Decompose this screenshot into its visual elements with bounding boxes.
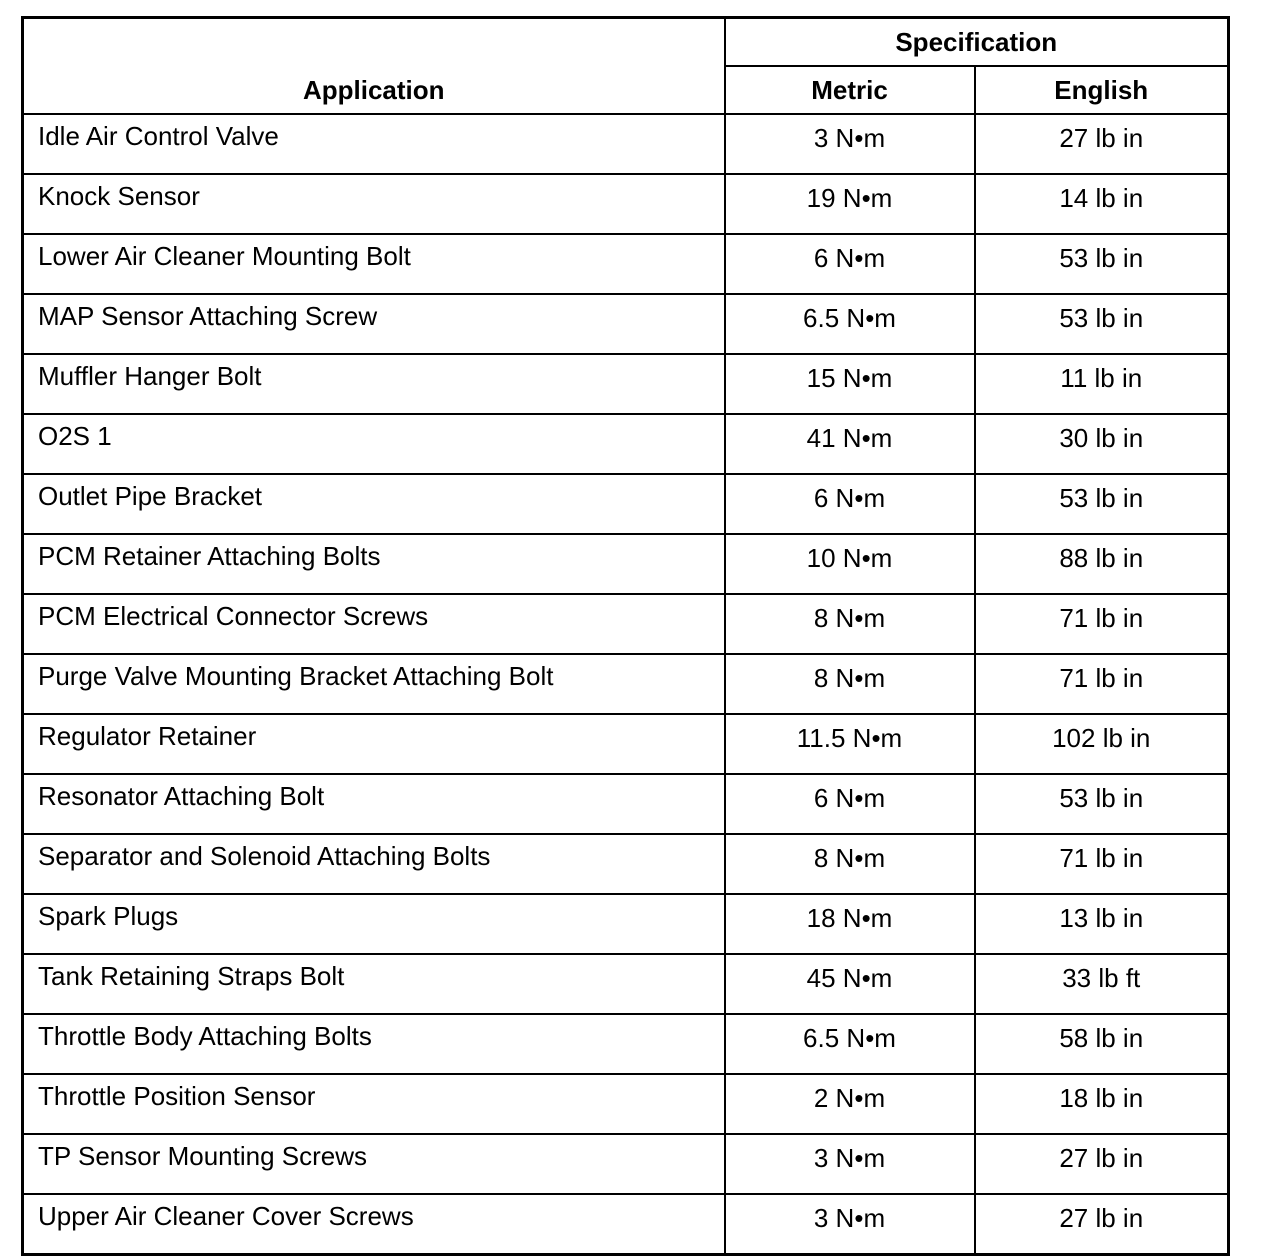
application-cell: Muffler Hanger Bolt [23,354,725,414]
english-value-cell: 53 lb in [975,474,1229,534]
metric-value-cell: 8 N•m [725,834,975,894]
application-cell: Throttle Body Attaching Bolts [23,1014,725,1074]
application-cell: Spark Plugs [23,894,725,954]
english-value-cell: 102 lb in [975,714,1229,774]
english-value-cell: 58 lb in [975,1014,1229,1074]
table-row [23,354,1229,414]
metric-value-cell: 15 N•m [725,354,975,414]
application-cell: Regulator Retainer [23,714,725,774]
metric-column-header: Metric [725,66,975,114]
application-cell: Idle Air Control Valve [23,114,725,174]
metric-value-cell: 19 N•m [725,174,975,234]
application-cell: Separator and Solenoid Attaching Bolts [23,834,725,894]
english-value-cell: 30 lb in [975,414,1229,474]
english-value-cell: 27 lb in [975,1194,1229,1255]
english-value-cell: 18 lb in [975,1074,1229,1134]
metric-value-cell: 45 N•m [725,954,975,1014]
table-row [23,414,1229,474]
application-cell: Resonator Attaching Bolt [23,774,725,834]
application-cell: TP Sensor Mounting Screws [23,1134,725,1194]
application-cell: Purge Valve Mounting Bracket Attaching Bolt [23,654,725,714]
table-header [23,18,1229,115]
table-row [23,1194,1229,1255]
application-cell: Outlet Pipe Bracket [23,474,725,534]
header-row-top [23,18,1229,67]
application-cell: O2S 1 [23,414,725,474]
application-cell: Knock Sensor [23,174,725,234]
table-row [23,1134,1229,1194]
table-body [23,114,1229,1255]
table-row [23,1074,1229,1134]
table-row [23,774,1229,834]
english-value-cell: 14 lb in [975,174,1229,234]
table-row [23,594,1229,654]
english-value-cell: 53 lb in [975,774,1229,834]
table-row [23,894,1229,954]
english-value-cell: 27 lb in [975,1134,1229,1194]
english-value-cell: 13 lb in [975,894,1229,954]
metric-value-cell: 10 N•m [725,534,975,594]
metric-value-cell: 41 N•m [725,414,975,474]
table-row [23,234,1229,294]
table-row [23,474,1229,534]
english-value-cell: 53 lb in [975,294,1229,354]
application-cell: PCM Retainer Attaching Bolts [23,534,725,594]
table-row [23,954,1229,1014]
application-cell: Lower Air Cleaner Mounting Bolt [23,234,725,294]
metric-value-cell: 3 N•m [725,114,975,174]
metric-value-cell: 6.5 N•m [725,294,975,354]
metric-value-cell: 11.5 N•m [725,714,975,774]
metric-value-cell: 3 N•m [725,1134,975,1194]
metric-value-cell: 8 N•m [725,654,975,714]
table-row [23,1014,1229,1074]
table-row [23,534,1229,594]
english-column-header: English [975,66,1229,114]
application-column-header: Application [23,18,725,115]
metric-value-cell: 6 N•m [725,474,975,534]
english-value-cell: 53 lb in [975,234,1229,294]
english-value-cell: 71 lb in [975,654,1229,714]
table-row [23,714,1229,774]
metric-value-cell: 6 N•m [725,774,975,834]
english-value-cell: 71 lb in [975,834,1229,894]
table-row [23,174,1229,234]
english-value-cell: 27 lb in [975,114,1229,174]
english-value-cell: 33 lb ft [975,954,1229,1014]
english-value-cell: 11 lb in [975,354,1229,414]
metric-value-cell: 2 N•m [725,1074,975,1134]
fastener-specification-table [21,16,1230,1256]
application-cell: Upper Air Cleaner Cover Screws [23,1194,725,1255]
metric-value-cell: 18 N•m [725,894,975,954]
table-row [23,294,1229,354]
application-cell: Throttle Position Sensor [23,1074,725,1134]
application-cell: Tank Retaining Straps Bolt [23,954,725,1014]
table-row [23,834,1229,894]
application-cell: MAP Sensor Attaching Screw [23,294,725,354]
english-value-cell: 88 lb in [975,534,1229,594]
specification-column-header: Specification [725,18,1229,67]
metric-value-cell: 6.5 N•m [725,1014,975,1074]
application-cell: PCM Electrical Connector Screws [23,594,725,654]
metric-value-cell: 6 N•m [725,234,975,294]
metric-value-cell: 8 N•m [725,594,975,654]
english-value-cell: 71 lb in [975,594,1229,654]
table-row [23,654,1229,714]
table-row [23,114,1229,174]
metric-value-cell: 3 N•m [725,1194,975,1255]
